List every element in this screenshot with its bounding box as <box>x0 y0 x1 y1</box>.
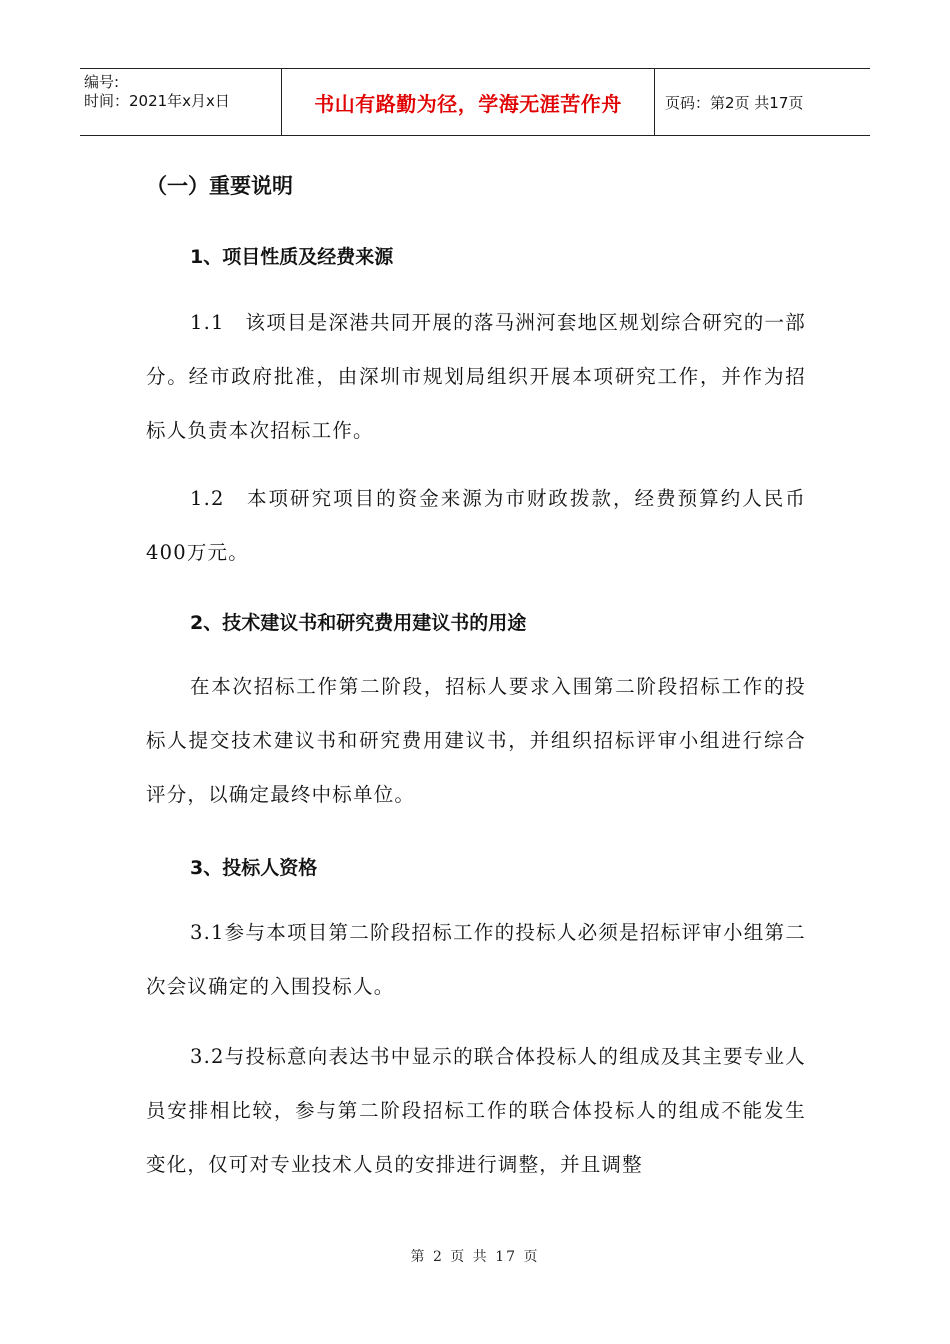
page-footer: 第 2 页 共 17 页 <box>410 1249 540 1265</box>
header-page-number: 页码：第2页 共17页 <box>665 93 804 112</box>
paragraph-3-1: 3.1参与本项目第二阶段招标工作的投标人必须是招标评审小组第二次会议确定的入围投标人。 <box>146 921 806 998</box>
document-number-label: 编号: <box>84 73 120 91</box>
paragraph-2: 在本次招标工作第二阶段，招标人要求入围第二阶段招标工作的投标人提交技术建议书和研究费用建议书，并组织招标评审小组进行综合评分，以确定最终中标单位。 <box>146 675 806 806</box>
header-page-cell <box>655 69 870 135</box>
item-heading-1: 1、项目性质及经费来源 <box>190 246 394 268</box>
header-motto-cell <box>282 69 655 135</box>
paragraph-1-1: 1.1 该项目是深港共同开展的落马洲河套地区规划综合研究的一部分。经市政府批准，由深圳市规划局组织开展本项研究工作，并作为招标人负责本次招标工作。 <box>146 311 806 442</box>
header-info-cell <box>80 69 282 135</box>
item-heading-2: 2、技术建议书和研究费用建议书的用途 <box>190 612 527 634</box>
document-time-label: 时间：2021年x月x日 <box>84 92 230 110</box>
paragraph-1-2: 1.2 本项研究项目的资金来源为市财政拨款，经费预算约人民币400万元。 <box>146 487 806 564</box>
item-heading-3: 3、投标人资格 <box>190 857 318 879</box>
section-title: （一）重要说明 <box>146 174 293 198</box>
header-motto: 书山有路勤为径，学海无涯苦作舟 <box>314 91 622 116</box>
document-header <box>80 68 870 136</box>
paragraph-3-2: 3.2与投标意向表达书中显示的联合体投标人的组成及其主要专业人员安排相比较，参与第二阶段招标工作的联合体投标人的组成不能发生变化，仅可对专业技术人员的安排进行调整，并且调整 <box>146 1045 806 1176</box>
